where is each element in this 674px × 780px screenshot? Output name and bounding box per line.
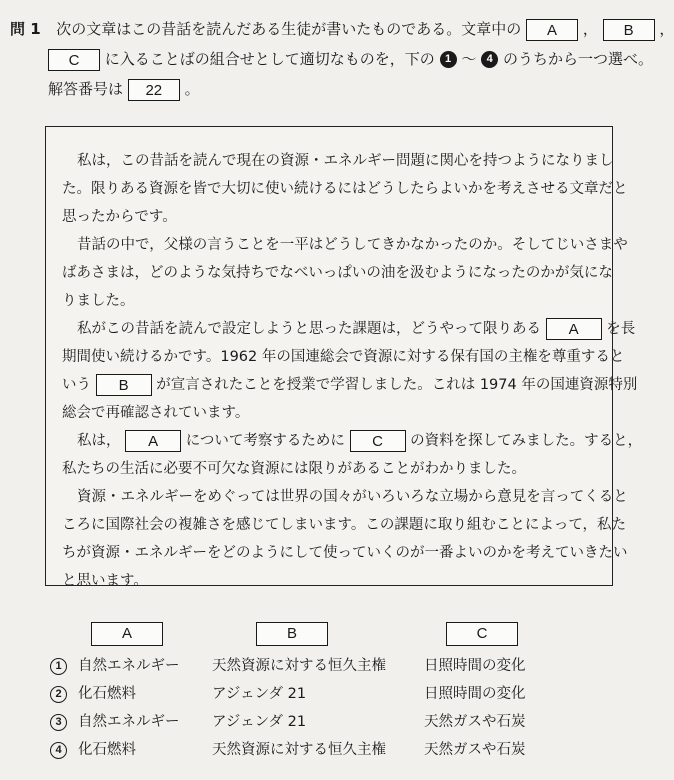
column-header-b: B bbox=[256, 622, 328, 646]
blank-box-a: A bbox=[546, 318, 602, 340]
choice-cell-b: アジェンダ 21 bbox=[212, 714, 307, 730]
paragraph-4 bbox=[62, 427, 643, 483]
text-segment: いう bbox=[62, 377, 91, 393]
choice-row bbox=[0, 736, 640, 764]
question-line-3 bbox=[10, 74, 630, 104]
question-text-4: 解答番号は bbox=[48, 80, 124, 98]
choice-cell-c: 天然ガスや石炭 bbox=[424, 714, 526, 730]
text-segment: 私がこの昔話を読んで設定しようと思った課題は，どうやって限りある bbox=[77, 321, 541, 337]
blank-box-b: B bbox=[603, 19, 655, 41]
choice-cell-a: 化石燃料 bbox=[78, 742, 136, 758]
choice-number-2-icon: 2 bbox=[50, 686, 67, 703]
paragraph-3 bbox=[62, 315, 638, 427]
question-line-2 bbox=[10, 44, 653, 74]
text-line bbox=[62, 427, 643, 455]
text-segment: 私は， bbox=[77, 433, 121, 449]
text-segment: について考察するために bbox=[185, 433, 345, 449]
text-line: 私たちの生活に必要不可欠な資源には限りがあることがわかりました。 bbox=[62, 461, 526, 477]
comma: ， bbox=[582, 20, 598, 38]
choice-number-1-icon: 1 bbox=[50, 658, 67, 675]
text-segment: の資料を探してみました。すると， bbox=[410, 433, 643, 449]
text-line: 期間使い続けるかです。1962 年の国連総会で資源に対する保有国の主権を尊重すると bbox=[62, 349, 625, 365]
text-line: ばあさまは，どのような気持ちでなべいっぱいの油を汲むようになったのかが気にな bbox=[62, 265, 613, 281]
choice-cell-c: 日照時間の変化 bbox=[424, 658, 526, 674]
circled-number-4-icon: 4 bbox=[481, 51, 498, 68]
question-stem bbox=[10, 14, 674, 104]
choice-cell-a: 化石燃料 bbox=[78, 686, 136, 702]
text-line: 昔話の中で，父様の言うことを一平はどうしてきかなかったのか。そしてじいさまや bbox=[77, 237, 628, 253]
text-line: 総会で再確認されています。 bbox=[62, 405, 250, 421]
choice-number-3-icon: 3 bbox=[50, 714, 67, 731]
tilde: ～ bbox=[461, 50, 477, 68]
choice-cell-a: 自然エネルギー bbox=[78, 658, 180, 674]
text-segment: を長 bbox=[606, 321, 636, 337]
choice-cell-c: 天然ガスや石炭 bbox=[424, 742, 526, 758]
text-line: 資源・エネルギーをめぐっては世界の国々がいろいろな立場から意見を言ってくると bbox=[77, 489, 628, 505]
choice-cell-b: 天然資源に対する恒久主権 bbox=[212, 742, 386, 758]
text-line bbox=[62, 315, 636, 343]
question-text-3: のうちから一つ選べ。 bbox=[502, 50, 653, 68]
text-line: ころに国際社会の複雑さを感じてしまいます。この課題に取り組むことによって，私た bbox=[62, 517, 627, 533]
choice-row bbox=[0, 680, 640, 708]
choice-number-4-icon: 4 bbox=[50, 742, 67, 759]
answer-number-box: 22 bbox=[128, 79, 180, 101]
text-line: 思ったからです。 bbox=[62, 209, 177, 225]
question-text-2: に入ることばの組合せとして適切なものを，下の bbox=[104, 50, 435, 68]
circled-number-1-icon: 1 bbox=[440, 51, 457, 68]
paragraph-2 bbox=[62, 231, 628, 315]
blank-box-a: A bbox=[526, 19, 578, 41]
choice-row bbox=[0, 652, 640, 680]
comma: ， bbox=[659, 20, 674, 38]
column-header-a: A bbox=[91, 622, 163, 646]
blank-box-b: B bbox=[96, 374, 152, 396]
text-line: と思います。 bbox=[62, 573, 148, 589]
choice-cell-a: 自然エネルギー bbox=[78, 714, 180, 730]
paragraph-5 bbox=[62, 483, 628, 595]
text-line: ちが資源・エネルギーをどのようにして使っていくのが一番よいのかを考えていきたい bbox=[62, 545, 628, 561]
choice-cell-b: 天然資源に対する恒久主権 bbox=[212, 658, 386, 674]
choice-cell-b: アジェンダ 21 bbox=[212, 686, 307, 702]
text-line: りました。 bbox=[62, 293, 135, 309]
text-line: 私は，この昔話を読んで現在の資源・エネルギー問題に関心を持つようになりまし bbox=[77, 153, 614, 169]
paragraph-1 bbox=[62, 147, 628, 231]
choice-cell-c: 日照時間の変化 bbox=[424, 686, 526, 702]
question-line-1 bbox=[10, 14, 674, 44]
text-line: た。限りある資源を皆で大切に使い続けるにはどうしたらよいかを考えさせる文章だと bbox=[62, 181, 628, 197]
choice-row bbox=[0, 708, 640, 736]
blank-box-a: A bbox=[125, 430, 181, 452]
blank-box-c: C bbox=[350, 430, 406, 452]
question-number: 問 1 bbox=[10, 20, 41, 38]
text-segment: が宣言されたことを授業で学習しました。これは 1974 年の国連資源特別 bbox=[156, 377, 638, 393]
column-header-c: C bbox=[446, 622, 518, 646]
student-passage bbox=[45, 126, 643, 589]
question-text-1: 次の文章はこの昔話を読んだある生徒が書いたものである。文章中の bbox=[56, 20, 522, 38]
blank-box-c: C bbox=[48, 49, 100, 71]
text-line bbox=[62, 371, 638, 399]
period: 。 bbox=[184, 80, 200, 98]
